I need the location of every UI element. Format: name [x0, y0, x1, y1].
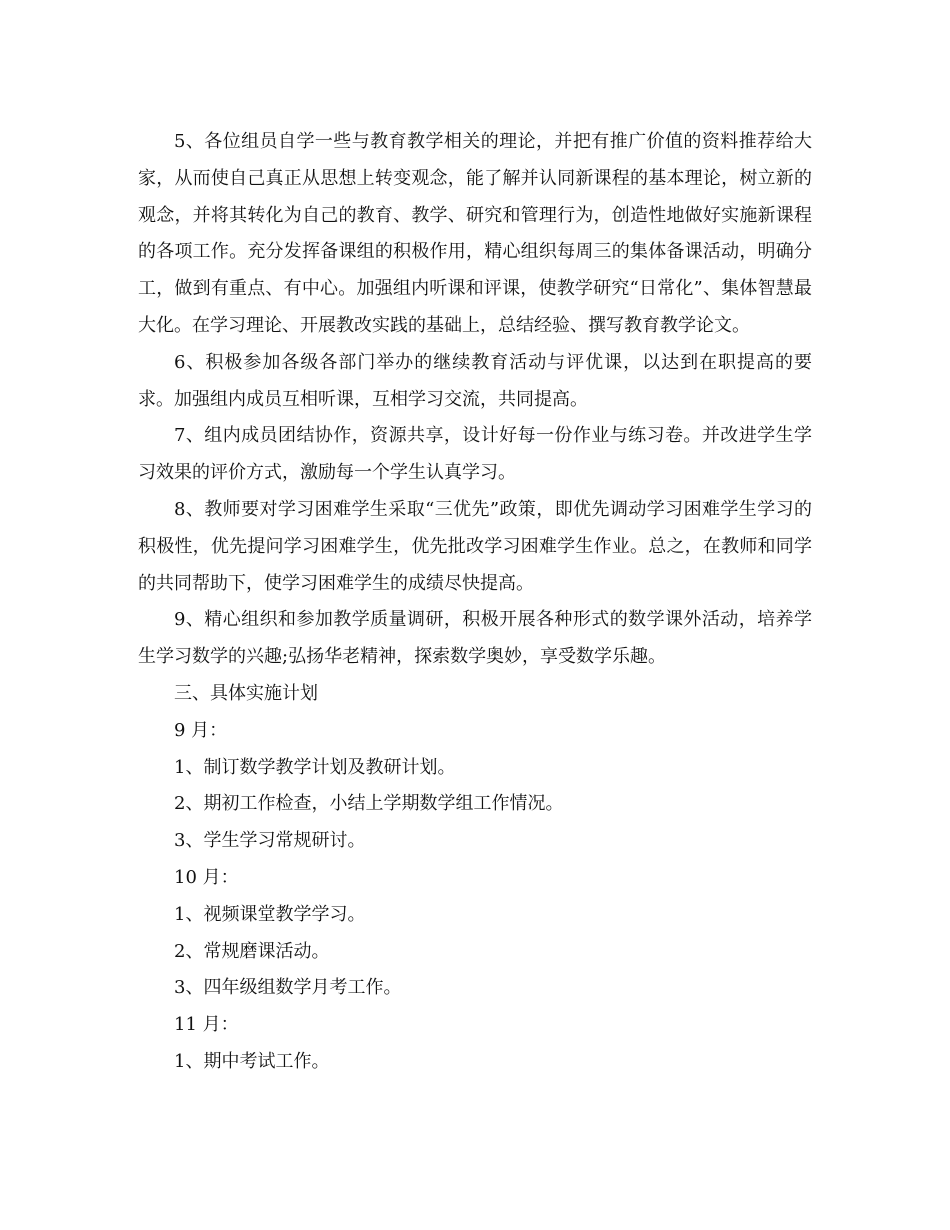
september-item-1: 1、制订数学教学计划及教研计划。	[174, 756, 456, 778]
october-item-1: 1、视频课堂教学学习。	[174, 903, 366, 925]
month-heading-november: 11 月：	[174, 1014, 239, 1036]
november-item-1: 1、期中考试工作。	[174, 1050, 330, 1072]
october-item-2: 2、常规磨课活动。	[174, 940, 330, 962]
september-item-3: 3、学生学习常规研讨。	[174, 830, 366, 852]
section-heading-implementation-plan: 三、具体实施计划	[174, 682, 318, 704]
september-item-2: 2、期初工作检查，小结上学期数学组工作情况。	[174, 793, 564, 815]
month-heading-september: 9 月：	[174, 719, 228, 741]
october-item-3: 3、四年级组数学月考工作。	[174, 977, 402, 999]
month-heading-october: 10 月：	[174, 866, 239, 888]
document-body	[138, 124, 812, 1081]
paragraph-item-5: 5、各位组员自学一些与教育教学相关的理论，并把有推广价值的资料推荐给大家，从而使自己真正从思想上转变观念，能了解并认同新课程的基本理论，树立新的观念，并将其转化为自己的教育、教学、研究和管理行为，创造性地做好实施新课程的各项工作。充分发挥备课组的积极作用，精心组织每周三的集体备课活动，明确分工，做到有重点、有中心。加强组内听课和评课，使教学研究“日常化”、集体智慧最大化。在学习理论、开展教改实践的基础上，总结经验、撰写教育教学论文。	[138, 131, 812, 336]
paragraph-item-7: 7、组内成员团结协作，资源共享，设计好每一份作业与练习卷。并改进学生学习效果的评价方式，激励每一个学生认真学习。	[138, 425, 812, 484]
paragraph-item-9: 9、精心组织和参加教学质量调研，积极开展各种形式的数学课外活动，培养学生学习数学的兴趣;弘扬华老精神，探索数学奥妙，享受数学乐趣。	[138, 609, 812, 668]
paragraph-item-6: 6、积极参加各级各部门举办的继续教育活动与评优课，以达到在职提高的要求。加强组内成员互相听课，互相学习交流，共同提高。	[138, 351, 812, 410]
paragraph-item-8: 8、教师要对学习困难学生采取“三优先”政策，即优先调动学习困难学生学习的积极性，优先提问学习困难学生，优先批改学习困难学生作业。总之，在教师和同学的共同帮助下，使学习困难学生的成绩尽快提高。	[138, 498, 812, 594]
